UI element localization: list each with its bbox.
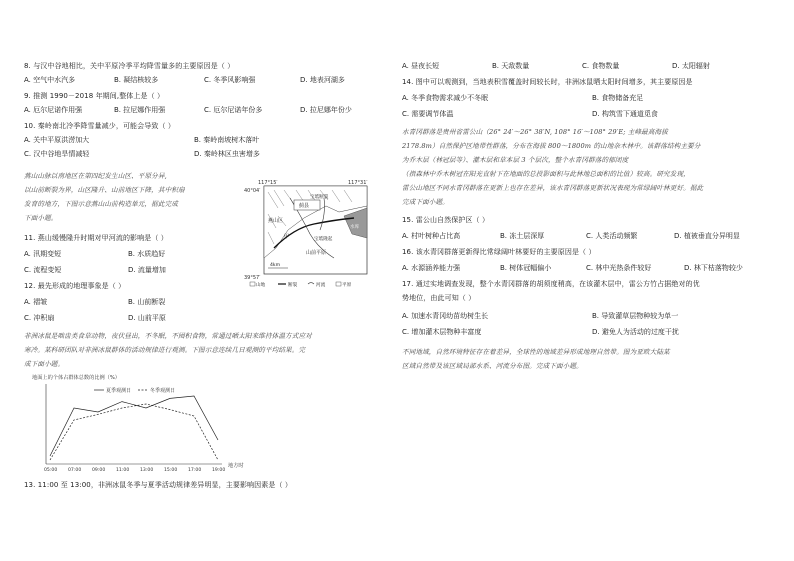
q17-option-a[interactable]: A. 加速水青冈幼苗幼树生长 [402, 312, 489, 320]
q16-option-d[interactable]: D. 林下枯落物较少 [684, 264, 743, 272]
q9-option-a[interactable]: A. 厄尔尼诺作用强 [24, 106, 83, 114]
map-label-structure2: 宝坻隆起 [314, 237, 333, 242]
passage1-line3: 发育的地方，下图示意燕山山前构造单元，据此完成 [24, 200, 178, 208]
q13-option-c[interactable]: C. 食物数量 [582, 62, 620, 70]
chart-x-tick: 07:00 [68, 468, 82, 473]
q8-option-a[interactable]: A. 空气中水汽多 [24, 76, 76, 84]
q12-stem: 12. 最先形成的地理事象是（ ） [24, 282, 126, 290]
passage1-line4: 下面小题。 [24, 214, 58, 222]
passage2-line1: 非洲冰鼠是啮齿类食草动物，夜伏昼出，不冬眠，不囤积食物，常通过晒太阳来维持体温方式应对 [24, 332, 312, 340]
q17-option-d[interactable]: D. 避免人为活动的过度干扰 [592, 328, 679, 336]
passage3-line6: 完成下面小题。 [402, 198, 449, 206]
passage4-line2: 区域自然带及该区域局部水系、河流分布图。完成下面小题。 [402, 362, 583, 370]
chart-x-tick: 19:00 [212, 468, 226, 473]
legend-river: 河流 [316, 283, 326, 288]
passage1-line1: 燕山山脉以南地区在第四纪发生山区、平原分异, [24, 172, 167, 180]
q12-option-c[interactable]: C. 冲积扇 [24, 314, 55, 322]
q14-option-b[interactable]: B. 食物储备充足 [592, 94, 644, 102]
q8-stem: 8. 与汉中谷地相比，关中平原冷季平均降雪量多的主要原因是（ ） [24, 62, 235, 70]
passage1-line2: 以山前断裂为界，山区隆升、山前地区下降，其中积扇 [24, 186, 185, 194]
q9-option-d[interactable]: D. 拉尼娜年份少 [300, 106, 352, 114]
q10-stem: 10. 秦岭南北冷季降雪量减少，可能会导致（ ） [24, 122, 175, 130]
chart-x-tick: 11:00 [116, 468, 130, 473]
q13-stem: 13. 11:00 至 13:00，非洲冰鼠冬季与夏季活动规律差异明显，主要影响因素是（ ） [24, 481, 292, 489]
q14-stem: 14. 图中可以观测到，当地表积雪覆盖时间较长时，非洲冰鼠晒太阳时间增多，其主要原因是 [402, 78, 693, 86]
passage3-line4: （指森林中乔木树冠在阳光直射下在地面的总投影面积与此林地总面积的比值）较高。研究发现， [402, 170, 690, 178]
q15-stem: 15. 雷公山自然保护区（ ） [402, 216, 490, 224]
passage4-line1: 不同地域，自然环境特征存在着差异，全球性的地域差异形成地理自然带。图为亚欧大陆某 [402, 348, 670, 356]
q14-option-a[interactable]: A. 冬季食物需求减少不冬眠 [402, 94, 489, 102]
q12-option-b[interactable]: B. 山前断裂 [128, 298, 166, 306]
map-label-structure1: 宝坻断裂 [310, 195, 329, 200]
chart-xlabel: 地方时 [228, 463, 244, 469]
chart-x-tick: 17:00 [188, 468, 202, 473]
passage3-line2: 2178.8m）自然保护区地带性群落，分布在海拔 800～1800m 的山地杂木林中。该群落结构主要分 [402, 142, 701, 150]
map-lon-right: 117°31′ [348, 180, 368, 186]
q13-option-d[interactable]: D. 太阳辐射 [672, 62, 710, 70]
right-column [402, 0, 772, 561]
q8-option-b[interactable]: B. 凝结核较多 [114, 76, 159, 84]
q15-option-b[interactable]: B. 冻土层深厚 [500, 232, 545, 240]
chart-x-tick: 09:00 [92, 468, 106, 473]
q9-option-b[interactable]: B. 拉尼娜作用强 [114, 106, 166, 114]
q14-option-d[interactable]: D. 构筑雪下通道觅食 [592, 110, 658, 118]
map-label-region1: 燕山区 [268, 218, 284, 224]
chart-legend-label: 冬季观测日 [150, 388, 176, 394]
chart-series-line [50, 404, 218, 460]
map-label-water: 水库 [350, 225, 360, 230]
q10-option-a[interactable]: A. 关中平原洪涝加大 [24, 136, 90, 144]
map-label-region2: 蓟县 [299, 203, 310, 209]
passage3-line3: 为乔木层（林冠层等）、灌木层和草本层 3 个层次，整个水青冈群落的郁闭度 [402, 156, 629, 164]
map-lat-bottom: 39°57′ [244, 275, 261, 281]
q13-option-a[interactable]: A. 昼夜长短 [402, 62, 440, 70]
yanshan-structure-map [244, 178, 370, 288]
q10-option-d[interactable]: D. 秦岭林区虫害增多 [194, 150, 260, 158]
q15-option-c[interactable]: C. 人类活动频繁 [586, 232, 638, 240]
passage3-line5: 雷公山地区不同水青冈群落在更新上也存在差异，该水青冈群落更新状况表现为常绿阔叶林更好。据此 [402, 184, 704, 192]
q13-option-b[interactable]: B. 天敌数量 [492, 62, 530, 70]
q15-option-d[interactable]: D. 植被垂直分异明显 [674, 232, 740, 240]
q16-option-b[interactable]: B. 树体冠幅偏小 [500, 264, 552, 272]
q9-stem: 9. 推测 1990－2018 年期间,整体上是（ ） [24, 92, 165, 100]
chart-series-line [50, 396, 218, 456]
q15-option-a[interactable]: A. 村叶树种占比高 [402, 232, 461, 240]
q12-option-d[interactable]: D. 山前平原 [128, 314, 166, 322]
chart-x-tick: 05:00 [44, 468, 58, 473]
ice-rat-activity-chart [32, 370, 252, 474]
q12-option-a[interactable]: A. 褶皱 [24, 298, 48, 306]
legend-mountain: 山地 [256, 283, 266, 288]
q10-option-c[interactable]: C. 汉中谷地旱情减轻 [24, 150, 90, 158]
q11-option-c[interactable]: C. 流程变短 [24, 266, 62, 274]
chart-legend [94, 387, 175, 394]
q10-option-b[interactable]: B. 秦岭南坡树木落叶 [194, 136, 260, 144]
chart-x-tick: 15:00 [164, 468, 178, 473]
q11-option-b[interactable]: B. 水质趋好 [128, 250, 166, 258]
q8-option-c[interactable]: C. 冬季风影响强 [204, 76, 256, 84]
legend-fault: 断裂 [288, 283, 298, 288]
q8-option-d[interactable]: D. 地表河湖多 [300, 76, 345, 84]
passage2-line3: 成下面小题。 [24, 360, 65, 368]
map-lon-left: 117°15′ [258, 180, 278, 186]
chart-x-tick: 13:00 [140, 468, 154, 473]
passage2-line2: 寒冷。某科研团队对非洲冰鼠群体的活动规律进行观测。下图示意连续几日观测的平均结果。完 [24, 346, 306, 354]
q14-option-c[interactable]: C. 需要调节体温 [402, 110, 454, 118]
chart-ylabel: 地面上的个体占群体总数的比例（%） [32, 375, 120, 381]
q17-option-b[interactable]: B. 导致灌草层物种较为单一 [592, 312, 679, 320]
q17-stem: 17. 通过实地调查发现，整个水青冈群落的胡须度稍高，在该灌木层中，雷公方竹占据绝对的优 [402, 280, 700, 288]
q11-stem: 11. 燕山缓慢隆升时期对甲河流的影响是（ ） [24, 234, 168, 242]
q17-stem-cont: 势地位，由此可知（ ） [402, 294, 476, 302]
map-legend [250, 281, 352, 288]
q16-option-a[interactable]: A. 水源涵养能力强 [402, 264, 461, 272]
q11-option-d[interactable]: D. 流量增加 [128, 266, 166, 274]
chart-legend-label: 夏季观测日 [106, 388, 132, 394]
q9-option-c[interactable]: C. 厄尔尼诺年份多 [204, 106, 263, 114]
map-lat-top: 40°04′ [244, 188, 261, 194]
map-scale: 4km [270, 263, 281, 268]
map-label-river: 甲 [284, 234, 290, 240]
map-label-plain: 山前平原 [306, 250, 327, 256]
legend-plain: 平原 [342, 283, 352, 288]
passage3-line1: 水青冈群落是贵州省雷公山（26° 24′～26° 38′N, 108° 16′～108° 29′E; 主峰最高海拔 [402, 128, 668, 136]
q16-stem: 16. 该水青冈群落更新得比常绿阔叶林要好的主要原因是（ ） [402, 248, 596, 256]
q16-option-c[interactable]: C. 林中光热条件较好 [586, 264, 652, 272]
q17-option-c[interactable]: C. 增加灌木层物种丰富度 [402, 328, 482, 336]
q11-option-a[interactable]: A. 汛期变短 [24, 250, 62, 258]
